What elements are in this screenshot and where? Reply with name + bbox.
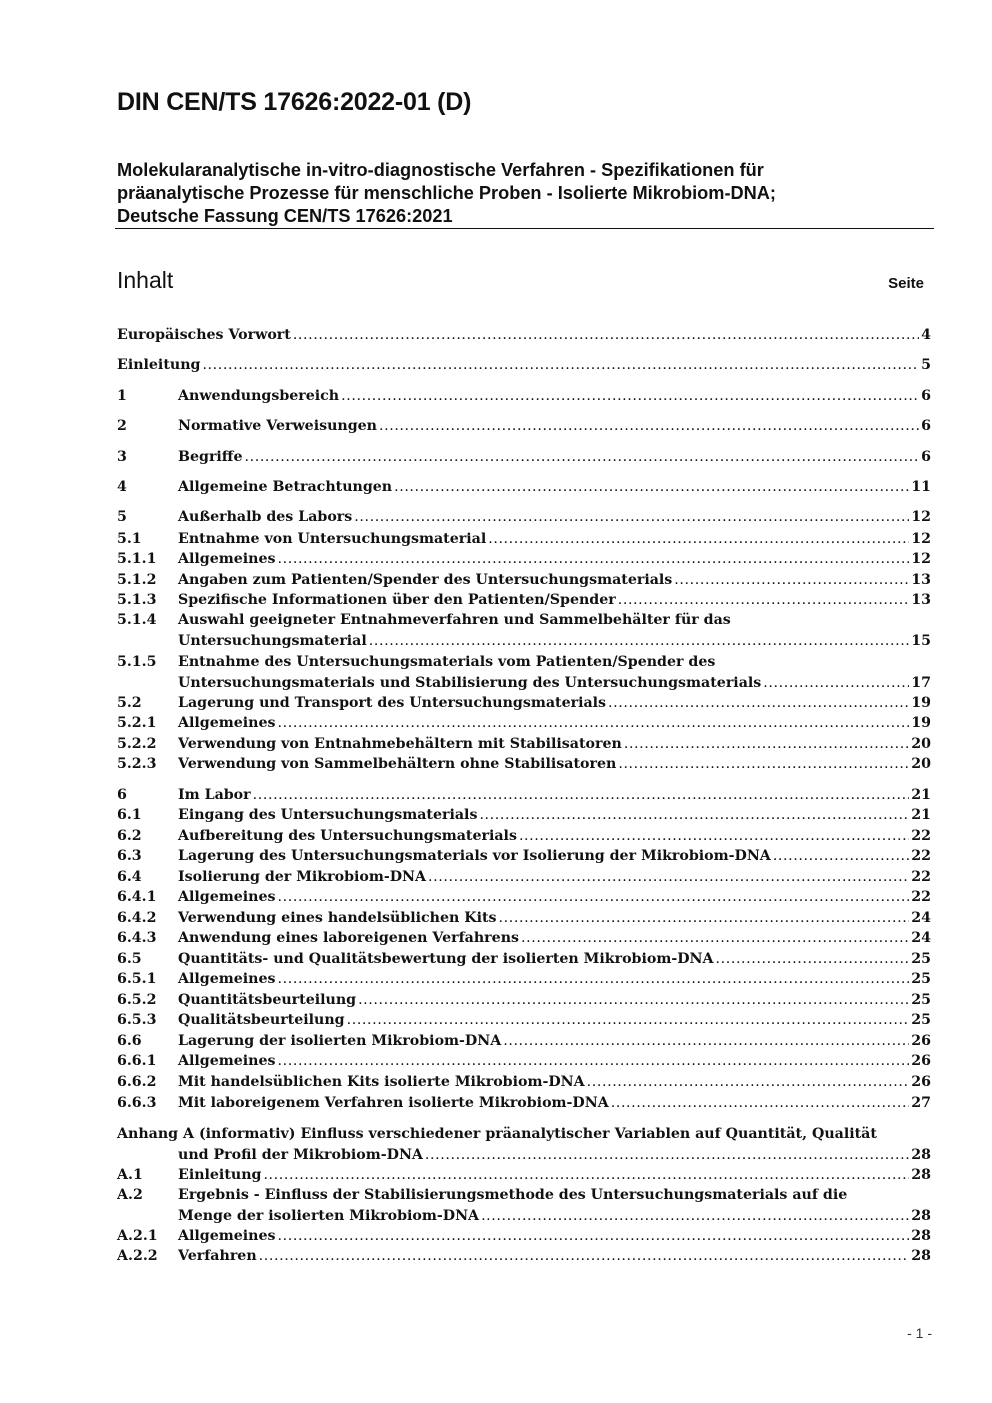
document-id: DIN CEN/TS 17626:2022-01 (D) [117,88,472,116]
toc-entry[interactable] [117,477,931,498]
toc-entry-page: 26 [911,1074,931,1090]
toc-entry-title: Europäisches Vorwort [117,327,291,343]
toc-leader-dots [716,949,910,970]
toc-entry-page: 12 [911,531,931,547]
toc-leader-dots [479,805,909,826]
toc-leader-dots [618,754,909,775]
toc-leader-dots [488,529,909,550]
toc-entry[interactable] [117,1124,931,1166]
title-divider [115,228,934,229]
toc-entry[interactable] [117,1093,931,1114]
toc-entry[interactable] [117,652,931,694]
toc-entry-title: Lagerung des Untersuchungsmaterials vor Isolierung der Mikrobiom-DNA [178,848,771,864]
toc-leader-dots [521,928,909,949]
toc-leader-dots [618,590,910,611]
toc-entry-title: Mit handelsüblichen Kits isolierte Mikrobiom-DNA [178,1074,585,1090]
toc-entry-number: 5.1 [117,531,142,547]
toc-entry-number: 5.2.1 [117,715,157,731]
toc-entry-title: Allgemeines [178,715,276,731]
subtitle-line: Molekularanalytische in-vitro-diagnostische Verfahren - Spezifikationen für [117,160,764,180]
toc-entry-title: Im Labor [178,787,251,803]
toc-entry-page: 28 [911,1147,931,1163]
toc-entry-title: Untersuchungsmaterial [178,633,367,649]
toc-entry-number: 5.2.3 [117,756,157,772]
toc-entry[interactable] [117,867,931,888]
toc-leader-dots [278,887,910,908]
toc-entry-number: 6.1 [117,807,142,823]
toc-entry[interactable] [117,325,931,346]
toc-entry[interactable] [117,1072,931,1093]
toc-leader-dots [481,1206,909,1227]
toc-leader-dots [341,386,919,407]
toc-leader-dots [773,846,909,867]
toc-entry-number: 5.2.2 [117,736,157,752]
toc-leader-dots [674,570,909,591]
toc-entry-page: 17 [911,675,931,691]
toc-leader-dots [394,477,909,498]
toc-entry-title: Allgemeines [178,1228,276,1244]
toc-entry-page: 20 [911,756,931,772]
toc-leader-dots [587,1072,910,1093]
toc-entry-page: 4 [921,327,931,343]
toc-entry-number: A.2.1 [117,1228,158,1244]
toc-leader-dots [253,785,910,806]
toc-entry-number: 6 [117,787,127,803]
toc-entry[interactable] [117,928,931,949]
toc-entry-title: Allgemeines [178,1053,276,1069]
toc-entry[interactable] [117,949,931,970]
toc-entry-page: 13 [911,572,931,588]
toc-leader-dots [499,908,910,929]
toc-entry-page: 12 [911,551,931,567]
toc-entry[interactable] [117,355,931,376]
toc-entry-number: 2 [117,418,127,434]
toc-entry-page: 13 [911,592,931,608]
toc-entry-number: 6.4 [117,869,142,885]
toc-leader-dots [278,713,910,734]
toc-entry-title: Allgemeines [178,551,276,567]
toc-entry[interactable] [117,805,931,826]
toc-entry-title: Lagerung der isolierten Mikrobiom-DNA [178,1033,502,1049]
toc-entry[interactable] [117,1246,931,1267]
toc-entry-title: Verwendung eines handelsüblichen Kits [178,910,497,926]
toc-leader-dots [278,1226,910,1247]
toc-entry-title: Quantitäts- und Qualitätsbewertung der isolierten Mikrobiom-DNA [178,951,714,967]
toc-leader-dots [763,673,909,694]
toc-entry-title: Isolierung der Mikrobiom-DNA [178,869,427,885]
toc-entry-number: 6.6 [117,1033,142,1049]
toc-entry-title: Eingang des Untersuchungsmaterials [178,807,478,823]
toc-entry-title-line1: Ergebnis - Einfluss der Stabilisierungsmethode des Untersuchungsmaterials auf die [178,1187,848,1203]
toc-leader-dots [259,1246,910,1267]
toc-entry-title: Menge der isolierten Mikrobiom-DNA [178,1208,480,1224]
toc-entry-title: Verfahren [178,1248,257,1264]
toc-entry-title: Qualitätsbeurteilung [178,1012,345,1028]
toc-entry-page: 6 [921,449,931,465]
toc-entry-number: 5.1.5 [117,654,157,670]
toc-entry-title: Entnahme von Untersuchungsmaterial [178,531,487,547]
toc-entry[interactable] [117,1031,931,1052]
toc-entry-page: 19 [911,715,931,731]
toc-entry[interactable] [117,447,931,468]
toc-leader-dots [358,990,909,1011]
toc-entry-number: 6.3 [117,848,142,864]
toc-entry-title: und Profil der Mikrobiom-DNA [178,1147,423,1163]
toc-entry-title: Verwendung von Entnahmebehältern mit Stabilisatoren [178,736,622,752]
toc-entry-page: 26 [911,1053,931,1069]
toc-entry-number: 6.4.3 [117,930,157,946]
toc-entry[interactable] [117,610,931,652]
toc-entry-number: A.2.2 [117,1248,158,1264]
toc-entry-page: 21 [911,807,931,823]
toc-entry-number: 5 [117,509,127,525]
toc-entry-number: 5.1.1 [117,551,157,567]
toc-leader-dots [278,549,910,570]
toc-entry[interactable] [117,846,931,867]
toc-entry-title-line1: Auswahl geeigneter Entnahmeverfahren und Sammelbehälter für das [178,612,731,628]
toc-entry-number: 5.1.2 [117,572,157,588]
toc-entry-number: 6.6.3 [117,1095,157,1111]
toc-entry-page: 22 [911,848,931,864]
toc-entry[interactable] [117,826,931,847]
toc-entry-title: Anwendung eines laboreigenen Verfahrens [178,930,519,946]
toc-entry-page: 21 [911,787,931,803]
toc-leader-dots [611,1093,910,1114]
toc-entry-page: 25 [911,971,931,987]
toc-leader-dots [347,1010,910,1031]
subtitle-line: Deutsche Fassung CEN/TS 17626:2021 [117,206,453,226]
toc-entry-page: 26 [911,1033,931,1049]
toc-heading: Inhalt [117,267,174,293]
toc-entry-title: Quantitätsbeurteilung [178,992,357,1008]
toc-entry-page: 24 [911,910,931,926]
toc-entry[interactable] [117,754,931,775]
toc-entry-page: 28 [911,1167,931,1183]
toc-leader-dots [263,1165,909,1186]
toc-entry[interactable] [117,734,931,755]
toc-entry-number: A.2 [117,1187,143,1203]
toc-entry-page: 22 [911,828,931,844]
toc-entry[interactable] [117,693,931,714]
toc-entry-page: 25 [911,1012,931,1028]
toc-entry-number: 4 [117,479,127,495]
toc-leader-dots [379,416,919,437]
toc-entry[interactable] [117,990,931,1011]
toc-entry[interactable] [117,908,931,929]
toc-entry[interactable] [117,386,931,407]
toc-entry-number: 3 [117,449,127,465]
toc-entry-title: Allgemeine Betrachtungen [178,479,393,495]
toc-entry[interactable] [117,529,931,550]
toc-entry-page: 20 [911,736,931,752]
toc-leader-dots [278,1051,910,1072]
toc-entry-page: 28 [911,1248,931,1264]
toc-entry-title: Untersuchungsmaterials und Stabilisierung des Untersuchungsmaterials [178,675,762,691]
toc-entry[interactable] [117,549,931,570]
toc-entry[interactable] [117,416,931,437]
toc-leader-dots [608,693,909,714]
document-subtitle [117,159,932,228]
toc-leader-dots [278,969,910,990]
toc-entry-page: 27 [911,1095,931,1111]
toc-leader-dots [202,355,919,376]
toc-entry-title: Normative Verweisungen [178,418,377,434]
toc-entry[interactable] [117,713,931,734]
toc-entry-title: Allgemeines [178,889,276,905]
toc-entry-number: 6.5.1 [117,971,157,987]
toc-entry-title: Begriffe [178,449,243,465]
toc-entry-title: Spezifische Informationen über den Patienten/Spender [178,592,616,608]
toc-page-label: Seite [888,275,924,292]
toc-entry-title-line1: Anhang A (informativ) Einfluss verschiedener präanalytischer Variablen auf Quantität, Qualität [117,1126,877,1142]
toc-entry-page: 11 [911,479,931,495]
toc-entry-page: 6 [921,388,931,404]
toc-entry-number: 6.2 [117,828,142,844]
toc-entry[interactable] [117,1185,931,1227]
toc-entry-page: 25 [911,951,931,967]
toc-entry[interactable] [117,785,931,806]
toc-entry-title-line1: Entnahme des Untersuchungsmaterials vom Patienten/Spender des [178,654,716,670]
toc-entry-number: 6.6.1 [117,1053,157,1069]
toc-leader-dots [519,826,909,847]
toc-entry-number: 6.5.2 [117,992,157,1008]
toc-entry[interactable] [117,969,931,990]
toc-entry-number: 6.5.3 [117,1012,157,1028]
toc-entry-page: 22 [911,869,931,885]
toc-entry[interactable] [117,507,931,528]
toc-entry-number: 6.6.2 [117,1074,157,1090]
toc-entry-title: Verwendung von Sammelbehältern ohne Stabilisatoren [178,756,617,772]
toc-entry-title: Angaben zum Patienten/Spender des Untersuchungsmaterials [178,572,673,588]
toc-entry-title: Anwendungsbereich [178,388,340,404]
toc-entry[interactable] [117,570,931,591]
toc-entry-number: 5.1.4 [117,612,157,628]
toc-entry-number: 1 [117,388,127,404]
toc-entry[interactable] [117,1051,931,1072]
toc-entry-page: 5 [921,357,931,373]
toc-entry-title: Einleitung [178,1167,262,1183]
toc-entry-page: 28 [911,1228,931,1244]
toc-leader-dots [428,867,909,888]
toc-entry-title: Allgemeines [178,971,276,987]
toc-entry[interactable] [117,1165,931,1186]
toc-entry-page: 15 [911,633,931,649]
toc-entry-number: 6.4.2 [117,910,157,926]
toc-entry-title: Aufbereitung des Untersuchungsmaterials [178,828,517,844]
toc-entry-number: 6.4.1 [117,889,157,905]
toc-entry-number: 5.2 [117,695,142,711]
toc-entry-number: 6.5 [117,951,142,967]
toc-entry-page: 22 [911,889,931,905]
toc-leader-dots [624,734,909,755]
toc-entry-page: 25 [911,992,931,1008]
toc-leader-dots [244,447,919,468]
subtitle-line: präanalytische Prozesse für menschliche Proben - Isolierte Mikrobiom-DNA; [117,183,776,203]
toc-entry[interactable] [117,590,931,611]
toc-entry-title: Außerhalb des Labors [178,509,353,525]
toc-entry-title: Lagerung und Transport des Untersuchungsmaterials [178,695,607,711]
toc-leader-dots [293,325,919,346]
toc-entry-page: 19 [911,695,931,711]
toc-entry-title: Mit laboreigenem Verfahren isolierte Mikrobiom-DNA [178,1095,609,1111]
page-number: - 1 - [907,1325,932,1341]
toc-entry[interactable] [117,1010,931,1031]
toc-leader-dots [425,1145,909,1166]
toc-entry-page: 28 [911,1208,931,1224]
toc-entry-page: 6 [921,418,931,434]
toc-entry-number: 5.1.3 [117,592,157,608]
toc-leader-dots [503,1031,909,1052]
toc-entry-page: 12 [911,509,931,525]
toc-entry-number: A.1 [117,1167,143,1183]
toc-entry-page: 24 [911,930,931,946]
toc-entry[interactable] [117,1226,931,1247]
toc-entry[interactable] [117,887,931,908]
toc-leader-dots [354,507,909,528]
toc-leader-dots [369,631,909,652]
toc-entry-title: Einleitung [117,357,201,373]
